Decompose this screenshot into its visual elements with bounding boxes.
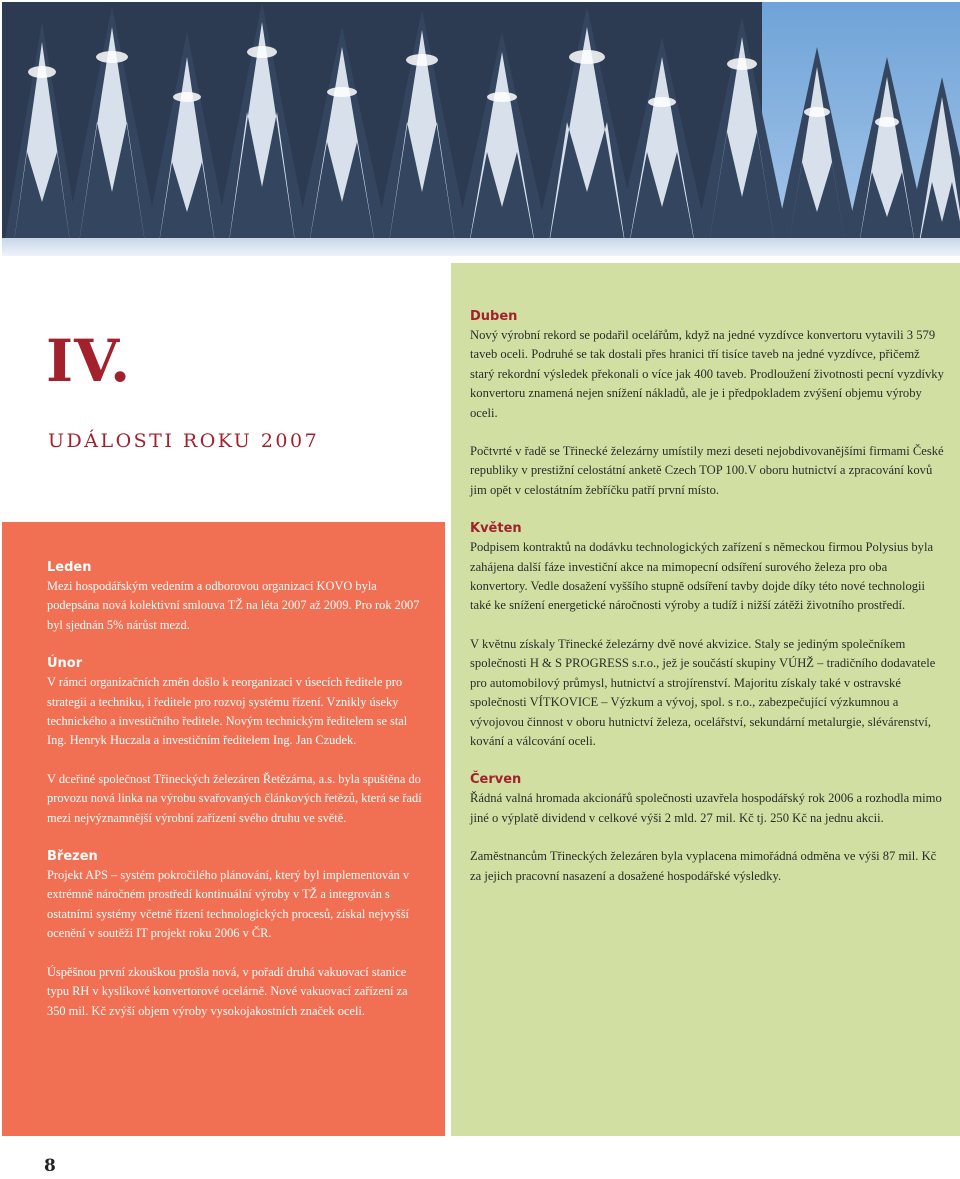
paragraph: Zaměstnancům Třineckých železáren byla vyplacena mimořádná odměna ve výši 87 mil. Kč za jejich pracovní nasazení a dosažené hospodářské výsledky. [470, 849, 937, 883]
page-number: 8 [44, 1156, 56, 1176]
paragraph: V dceřiné společnost Třineckých železáren Řetězárna, a.s. byla spuštěna do provozu nová linka na výrobu svařovaných článkových řetězů, která se řadí mezi nejvýznamnější výrobní zařízení svého druhu ve světě. [47, 771, 422, 825]
paragraph: Projekt APS – systém pokročilého plánování, který byl implementován v extrémně náročném prostředí kontinuální výroby v TŽ a integrován s ostatními systémy včetně řízení technologických procesů, získal nejvyšší ocenění v soutěži IT projekt roku 2006 v ČR. [47, 868, 410, 941]
paragraph: Nový výrobní rekord se podařil ocelářům, když na jedné vyzdívce konvertoru vytavili 3 579 taveb oceli. Podruhé se tak dostali přes hranici tří tisíce taveb na jedné vyzdívce, přičemž starý rekordní výsledek překonali o více jak 400 taveb. Prodloužení životnosti pecní vyzdívky konvertoru znamená nejen snížení nákladů, ale je i předpokladem zvýšení objemu výroby oceli. [470, 328, 944, 420]
chapter-number: IV. [46, 327, 132, 395]
month-heading-kveten: Květen [470, 521, 522, 537]
paragraph: Řádná valná hromada akcionářů společnosti uzavřela hospodářský rok 2006 a rozhodla mimo jiné o výplatě dividend v celkové výši 2 mld. 27 mil. Kč tj. 250 Kč na jednu akcii. [470, 791, 942, 825]
month-heading-brezen: Březen [47, 849, 98, 865]
section-brezen [47, 847, 425, 1021]
section-kveten [470, 519, 946, 751]
section-cerven [470, 770, 946, 886]
right-column-panel [451, 263, 960, 1136]
month-heading-unor: Únor [47, 656, 83, 672]
paragraph: V květnu získaly Třinecké železárny dvě nové akvizice. Staly se jediným společníkem společnosti H & S PROGRESS s.r.o., jež je součástí skupiny VÚHŽ – tradičního dodavatele pro automobilový průmysl, hutnictví a strojírenství. Majoritu získaly také v ostravské společnosti VÍTKOVICE – Výzkum a vývoj, spol. s r.o., zabezpečující výzkumnou a vývojovou činnost v oboru hutnictví železa, ocelářství, sekundární metalurgie, slévárenství, kování a válcování oceli. [470, 636, 936, 748]
left-column-panel [2, 522, 445, 1136]
paragraph: Počtvrté v řadě se Třinecké železárny umístily mezi deseti nejobdivovanějšími firmami České republiky v prestižní celostátní anketě Czech TOP 100.V oboru hutnictví a zpracování kovů jim opět v celostátním žebříčku patří první místo. [470, 444, 944, 497]
chapter-title: UDÁLOSTI ROKU 2007 [48, 430, 320, 452]
month-heading-leden: Leden [47, 560, 92, 575]
section-duben [470, 307, 946, 500]
section-leden [47, 558, 425, 635]
paragraph: Mezi hospodářským vedením a odborovou organizací KOVO byla podepsána nová kolektivní smlouva TŽ na léta 2007 až 2009. Pro rok 2007 byl sjednán 5% nárůst mezd. [47, 579, 420, 632]
section-unor [47, 654, 425, 828]
month-heading-duben: Duben [470, 309, 518, 324]
paragraph: V rámci organizačních změn došlo k reorganizaci v úsecích ředitele pro strategii a techniku, i ředitele pro rozvoj systému řízení. Vznikly úseky technického a investičního ředitele. Novým technickým ředitelem se stal Ing. Henryk Huczala a investičním ředitelem Ing. Jan Czudek. [47, 675, 408, 748]
month-heading-cerven: Červen [470, 772, 522, 788]
paragraph: Úspěšnou první zkouškou prošla nová, v pořadí druhá vakuovací stanice typu RH v kyslíkové konvertorové ocelárně. Nové vakuovací zařízení za 350 mil. Kč zvýší objem výroby vysokojakostních značek oceli. [47, 964, 408, 1018]
paragraph: Podpisem kontraktů na dodávku technologických zařízení s německou firmou Polysius byla zahájena další fáze investiční akce na mimopecní odsíření surového železa pro oba konvertory. Vedle dosažení vyššího stupně odsíření tavby dojde díky této nové technologii také ke snížení energetické náročnosti výroby a tudíž i nižší zátěži životního prostředí. [470, 540, 934, 613]
snowy-forest-illustration [2, 2, 960, 256]
header-photo-snowy-forest [2, 2, 960, 256]
